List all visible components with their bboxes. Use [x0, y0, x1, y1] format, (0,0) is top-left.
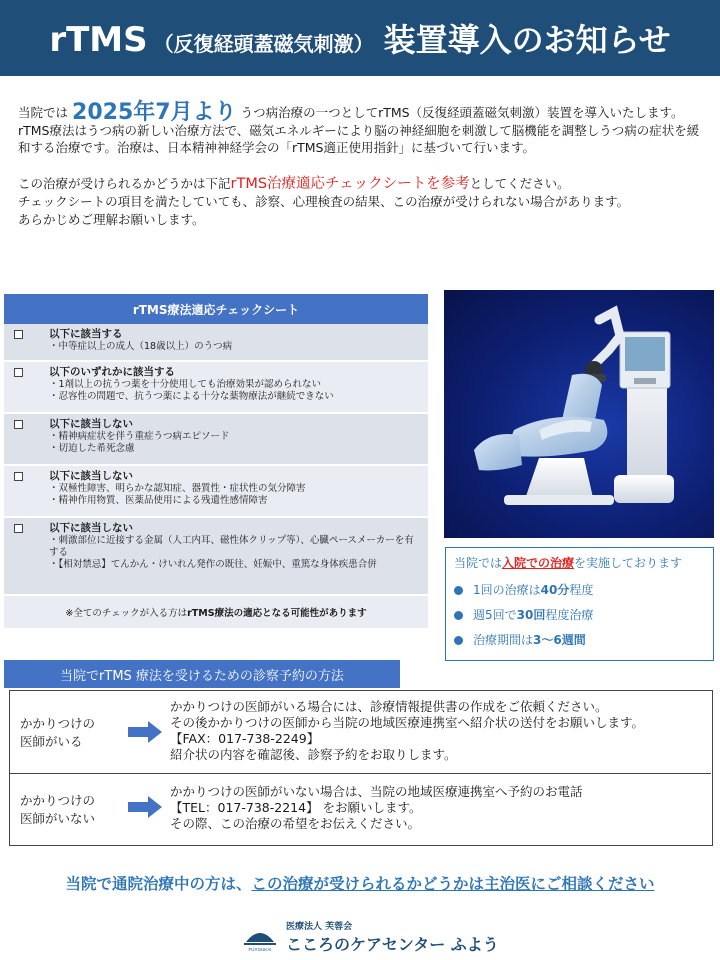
info-head-pre: 当院では [454, 556, 503, 570]
checklist-item-line: ・1剤以上の抗うつ薬を十分使用しても治療効果が認められない [49, 379, 322, 390]
checklist-item-line: ・刺激部位に近接する金属（人工内耳、磁性体クリップ等）、心臓ペースメーカーを有する [49, 535, 414, 558]
reservation-table [9, 690, 713, 846]
tel-number[interactable]: 【TEL：017-738-2214】 をお願いします。 [170, 800, 422, 815]
label-line: かかりつけの [20, 716, 96, 731]
instruction-line: かかりつけの医師がいる場合には、診療情報提供書の作成をご依頼ください。 [170, 699, 608, 714]
info-item-bold: 3〜6週間 [533, 633, 586, 647]
info-heading [454, 554, 705, 572]
intro-pre: 当院では [18, 105, 69, 120]
arrow-right-icon [128, 796, 162, 818]
checklist-item-title: 以下に該当しない [49, 470, 133, 482]
org-corporation: 医療法人 芙蓉会 [286, 922, 353, 932]
checksheet-reference: rTMS治療適応チェックシートを参考 [230, 175, 470, 192]
notice-pre: 当院で通院治療中の方は、 [65, 875, 252, 893]
info-item-pre: 週5回で [473, 608, 517, 622]
info-head-post: を実施しております [574, 556, 683, 570]
intro-line-1 [18, 100, 708, 125]
info-item [454, 603, 705, 628]
reservation-row [10, 691, 711, 774]
hospital-logo-icon [242, 922, 278, 952]
reservation-heading: 当院でrTMS 療法を受けるための診察予約の方法 [4, 660, 400, 688]
instruction-line: その後かかりつけの医師から当院の地域医療連携室へ紹介状の送付をお願いします。 [170, 715, 645, 730]
info-item [454, 628, 705, 653]
checklist-item-title: 以下に該当しない [49, 522, 133, 534]
checklist-item-line: ・精神病症状を伴う重症うつ病エピソード [49, 431, 230, 442]
notice-underlined: この治療が受けられるかどうかは主治医にご相談ください [251, 875, 655, 893]
intro-line-5: あらかじめご理解お願いします。 [18, 211, 205, 227]
info-item-bold: 30回 [516, 608, 546, 622]
label-line: 医師がいない [20, 811, 96, 826]
checklist-table [4, 294, 428, 628]
reservation-instructions [170, 784, 705, 832]
instruction-line: かかりつけの医師がいない場合は、当院の地域医療連携室へ予約のお電話 [170, 784, 583, 799]
intro-line-2: rTMS療法はうつ病の新しい治療方法で、磁気エネルギーにより脳の神経細胞を刺激して脳機能を調整しうつ病の症状を緩和する治療です。治療は、日本精神神経学会の「rTMS適正使用指針」に基づいて行います。 [18, 122, 700, 155]
info-item-post: 程度 [569, 583, 594, 597]
info-item [454, 578, 705, 603]
intro-post: うつ病治療の一つとしてrTMS（反復経頭蓋磁気刺激）装置を導入いたします。 [240, 105, 684, 120]
checklist-item [4, 518, 428, 596]
arrow-right-icon [128, 721, 162, 743]
intro-l3-pre: この治療が受けられるかどうかは下記 [18, 175, 231, 191]
checklist-item-line: ・双極性障害、明らかな認知症、器質性・症状性の気分障害 [49, 483, 306, 494]
info-item-pre: 1回の治療は [473, 583, 541, 597]
logo-text: FUYOUKAI [248, 947, 272, 952]
label-line: かかりつけの [20, 793, 96, 808]
instruction-line: 紹介状の内容を確認後、診察予約をお取りします。 [170, 747, 457, 762]
info-list [454, 578, 705, 653]
bullet-icon [454, 586, 463, 595]
checklist-title: rTMS療法適応チェックシート [4, 294, 428, 324]
note-pre: ※全てのチェックが入る方は [65, 608, 188, 619]
bullet-icon [454, 611, 463, 620]
checkbox-icon[interactable] [14, 330, 23, 339]
reservation-instructions [170, 699, 705, 763]
page-header [0, 0, 720, 76]
bullet-icon [454, 636, 463, 645]
page-title [49, 15, 670, 61]
consult-notice [0, 872, 720, 894]
info-item-pre: 治療期間は [473, 633, 534, 647]
reservation-row [10, 774, 711, 844]
reservation-label [20, 792, 95, 828]
note-bold: rTMS療法の適応となる可能性があります [187, 608, 367, 619]
checklist-item-title: 以下に該当しない [49, 418, 133, 430]
intro-line-4: チェックシートの項目を満たしていても、診察、心理検査の結果、この治療が受けられない場合があります。 [18, 194, 630, 209]
info-item-bold: 40分 [540, 583, 570, 597]
checklist-item-line: ・精神作用物質、医薬品使用による残遺性感情障害 [49, 495, 268, 506]
instruction-line: その際、この治療の希望をお伝えください。 [170, 816, 421, 831]
fax-number[interactable]: 【FAX：017-738-2249】 [170, 731, 320, 746]
checklist-item-line: ・【相対禁忌】てんかん・けいれん発作の既往、妊娠中、重篤な身体疾患合併 [49, 559, 377, 570]
label-line: 医師がいる [20, 734, 83, 749]
checkbox-icon[interactable] [14, 368, 23, 377]
checkbox-icon[interactable] [14, 472, 23, 481]
inpatient-info-box [445, 547, 714, 661]
intro-section [18, 100, 708, 228]
checklist-item [4, 324, 428, 362]
intro-l3-post: としてください。 [469, 175, 570, 191]
checklist-item-line: ・切迫した希死念慮 [49, 443, 135, 454]
checklist-item-line: ・中等症以上の成人（18歳以上）のうつ病 [49, 341, 233, 352]
checklist-item [4, 414, 428, 466]
start-date: 2025年7月より [72, 100, 237, 125]
reservation-label [20, 715, 95, 751]
title-main: rTMS [49, 20, 148, 60]
inpatient-highlight: 入院での治療 [502, 556, 575, 570]
organization-footer [242, 920, 499, 954]
rtms-device-illustration [444, 290, 714, 538]
checklist-item [4, 362, 428, 414]
checklist-item [4, 466, 428, 518]
checkbox-icon[interactable] [14, 420, 23, 429]
checklist-item-title: 以下に該当する [49, 328, 123, 340]
checklist-item-title: 以下のいずれかに該当する [49, 366, 175, 378]
checkbox-icon[interactable] [14, 524, 23, 533]
rtms-device-photo [444, 290, 714, 538]
org-name: こころのケアセンター ふよう [286, 935, 499, 954]
info-item-post: 程度治療 [545, 608, 594, 622]
checklist-item-line: ・忍容性の問題で、抗うつ薬による十分な薬物療法が継続できない [49, 391, 334, 402]
intro-line-3 [18, 175, 708, 194]
title-tail: 装置導入のお知らせ [383, 21, 671, 59]
title-sub: （反復経頭蓋磁気刺激） [153, 32, 374, 56]
checklist-note [4, 596, 428, 628]
